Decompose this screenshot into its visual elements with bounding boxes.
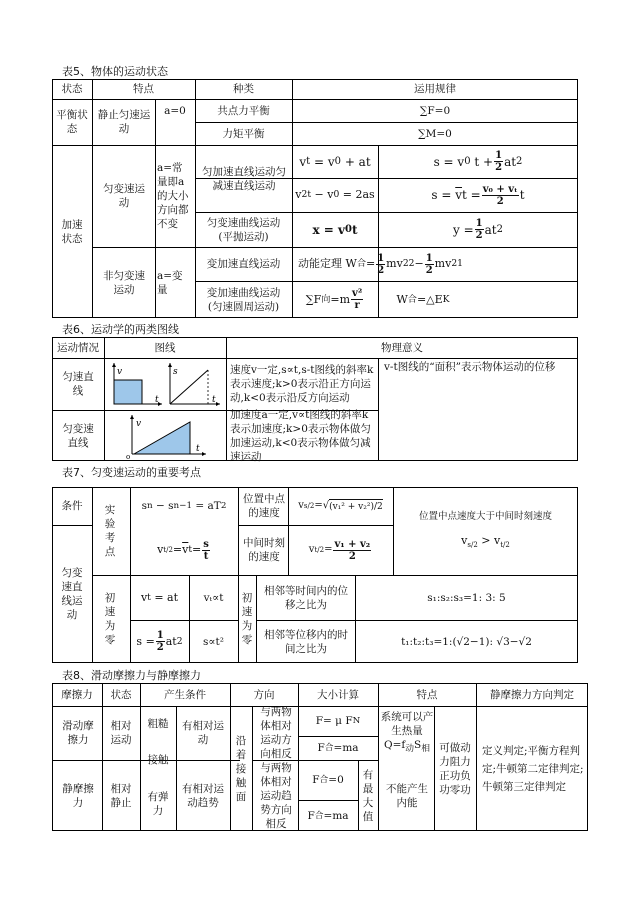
t7-pos-rel-text: 位置中点速度大于中间时刻速度 xyxy=(418,510,552,522)
t7-ratio-s: 相邻等时间内的位移之比为 xyxy=(264,584,348,611)
t5-formula-avg: s = $\overline{v}$ t = $\frac{\text{v₀ + vₜ}}{2}$ t xyxy=(431,183,525,207)
t5-a0: a=0 xyxy=(164,104,186,117)
vt2-axis-o: o xyxy=(126,453,131,460)
t8-header-cond: 产生条件 xyxy=(164,688,206,701)
table8-title: 表8、滑动摩擦力与静摩擦力 xyxy=(62,669,201,682)
t8-fstatic2: F 合 =ma xyxy=(307,809,349,822)
t7-e6: vₜ∝t xyxy=(203,591,224,604)
t8-elastic: 有弹力 xyxy=(147,791,169,817)
t6-accel: 匀变速直线 xyxy=(62,422,94,449)
t5-a-var: a=变量 xyxy=(157,269,183,296)
t7-e1: s n − s n−1 = aT 2 xyxy=(141,500,227,512)
t8-along: 沿着接触面 xyxy=(235,734,247,803)
t5-formula-vt: v t = v 0 + at xyxy=(299,154,371,169)
t7-exp: 实验考点 xyxy=(104,504,116,558)
vt2-axis-v: v xyxy=(136,419,142,429)
t8-feat-slide-text: 系统可以产生热量 xyxy=(380,710,434,737)
vt1-axis-v: v xyxy=(117,367,123,377)
t7-e4: v t/2 = $\frac{\text{v₁ + v₂}}{2}$ xyxy=(308,538,371,562)
vt-accel-graph xyxy=(124,412,208,460)
t7-uni: 匀变速直线运动 xyxy=(61,567,83,621)
t7-init2: 初速为零 xyxy=(241,592,253,646)
t8-max: 有最大值 xyxy=(362,768,374,823)
t5-formula-y: y = $\frac{1}{2}$ at 2 xyxy=(453,218,503,241)
t8-rough: 粗糙 xyxy=(147,718,169,730)
t5-sumM: ∑M=0 xyxy=(418,127,452,140)
t7-init: 初速为零 xyxy=(104,592,116,646)
t5-formula-v2: v 2 t − v 0 = 2as xyxy=(295,188,375,201)
vt1-axis-t: t xyxy=(155,395,159,405)
t8-rel-still: 相对静止 xyxy=(110,782,132,809)
t8-header-force: 摩擦力 xyxy=(61,688,93,701)
t8-work: 可做动力阻力正功负功零功 xyxy=(439,741,471,796)
t5-uni-curve-label: 匀变速曲线运动 xyxy=(206,216,281,229)
t7-cond: 条件 xyxy=(61,500,83,512)
t6-uniform-desc: 速度v一定,s∝t,s-t图线的斜率k表示速度;k>0表示沿正方向运动,k<0表示沿反方向运动 xyxy=(230,364,374,404)
t8-header-feat: 特点 xyxy=(416,688,438,701)
t8-judge: 定义判定;平衡方程判定;牛顿第二定律判定;牛顿第三定律判定 xyxy=(482,744,584,793)
t7-e8: s∝t² xyxy=(203,635,224,648)
t5-uni-curve-note: (平抛运动) xyxy=(218,230,269,243)
t8-slide: 滑动摩擦力 xyxy=(62,720,94,746)
t5-nonuni: 非匀变速运动 xyxy=(103,269,145,296)
t5-balance: 平衡状态 xyxy=(56,109,88,135)
t7-e2: v t/2 = $\overline{v}$ t = $\frac{s}{t}$ xyxy=(157,538,209,562)
t8-feat-static: 不能产生内能 xyxy=(386,782,428,809)
t8-rel-move: 相对运动 xyxy=(110,720,132,746)
t8-has-rel-move: 有相对运动 xyxy=(182,720,224,746)
t5-var-curve-note: (匀速圆周运动) xyxy=(207,300,280,313)
vt2-axis-t: t xyxy=(196,444,200,454)
t5-header-kind: 种类 xyxy=(233,83,254,95)
t7-e3: v s/2 = √ (v₁² + v₂²)/2 xyxy=(298,500,383,512)
t7-time-mid: 中间时刻的速度 xyxy=(243,537,285,563)
t5-header-feature: 特点 xyxy=(133,83,154,95)
t8-header-dir: 方向 xyxy=(253,688,275,701)
st-axis-s: s xyxy=(173,367,178,377)
t8-fstatic: F 合 =0 xyxy=(312,774,344,786)
t8-fslide: F= μ F N xyxy=(315,715,361,727)
t8-feat-heat: $Q=f_动S_相$ xyxy=(384,738,430,755)
table5-title: 表5、物体的运动状态 xyxy=(62,65,168,78)
t8-has-rel-trend: 有相对运动趋势 xyxy=(182,782,224,809)
t8-contact: 接触 xyxy=(147,754,169,766)
t7-pos-rel xyxy=(393,487,578,575)
t5-still: 静止匀速运动 xyxy=(97,109,151,135)
table7-title: 表7、匀变速运动的重要考点 xyxy=(62,466,201,479)
t5-formula-work: 动能定理 W 合 = $\frac{1}{2}$ mv 2 2 − $\frac{1}{2}$ mv 2 1 xyxy=(298,252,463,276)
t7-ratio-t-value: t₁:t₂:t₃=1:(√2−1): √3−√2 xyxy=(401,635,532,648)
t6-uniform: 匀速直线 xyxy=(62,371,94,397)
t5-moment: 力矩平衡 xyxy=(222,127,265,140)
vt-uniform-graph xyxy=(108,360,164,408)
t7-e5: v t = at xyxy=(140,590,179,604)
t5-formula-x: x = v 0 t xyxy=(312,222,358,237)
t5-a-const: a=常量即a的大小方向都不变 xyxy=(157,162,189,230)
t5-var-line: 变加速直线运动 xyxy=(206,258,281,270)
t7-ratio-s-value: s₁:s₂:s₃=1: 3: 5 xyxy=(427,591,506,604)
t8-static: 静摩擦力 xyxy=(62,782,94,809)
t5-accel: 加速状态 xyxy=(61,218,83,245)
t5-uniform: 匀变速运动 xyxy=(103,183,145,209)
t6-vt-area: v-t图线的“面积”表示物体运动的位移 xyxy=(384,361,556,373)
t5-header-rule: 运用规律 xyxy=(414,83,456,95)
t8-header-state: 状态 xyxy=(110,688,132,701)
t8-dir-static: 与两物体相对运动趋势方向相反 xyxy=(260,761,292,830)
t5-formula-ek: W 合 =△E K xyxy=(396,292,450,306)
t5-formula-s: s = v 0 t + $\frac{1}{2}$ at 2 xyxy=(433,150,523,173)
t6-header-case: 运动情况 xyxy=(57,341,99,354)
t5-sumF: ∑F=0 xyxy=(419,104,451,117)
t8-fslide2: F 合 =ma xyxy=(317,742,359,754)
t5-uni-curve xyxy=(195,212,292,247)
t7-pos-mid: 位置中点的速度 xyxy=(243,493,285,519)
t7-pos-rel-formula: $v_{s/2} > v_{t/2}$ xyxy=(461,533,510,550)
t5-header-state: 状态 xyxy=(61,83,83,95)
st-axis-t: t xyxy=(212,395,216,405)
t5-formula-centripetal: ∑F 向 =m v² r xyxy=(305,288,363,311)
t8-dir-slide: 与两物体相对运动方向相反 xyxy=(260,706,292,760)
t7-e7: s = $\frac{1}{2}$ at 2 xyxy=(136,630,183,653)
t6-accel-desc: 加速度a一定,v∝t图线的斜率k表示加速度;k>0表示物体做匀加速运动,k<0表示物体做匀减速运动 xyxy=(230,408,371,463)
st-uniform-graph xyxy=(164,360,224,408)
t8-header-static: 静摩擦力方向判定 xyxy=(490,688,574,701)
t5-uni-line: 匀加速直线运动匀减速直线运动 xyxy=(202,165,286,192)
t8-header-size: 大小计算 xyxy=(317,688,359,701)
t5-concurrent: 共点力平衡 xyxy=(217,104,270,117)
table6-title: 表6、运动学的两类图线 xyxy=(62,323,179,336)
t5-var-curve xyxy=(195,281,292,318)
t6-header-graph: 图线 xyxy=(154,341,176,354)
t5-var-curve-label: 变加速曲线运动 xyxy=(206,286,281,299)
t7-ratio-t: 相邻等位移内的时间之比为 xyxy=(264,628,348,655)
t8-feat-slide xyxy=(380,706,434,760)
t6-header-meaning: 物理意义 xyxy=(381,341,423,354)
